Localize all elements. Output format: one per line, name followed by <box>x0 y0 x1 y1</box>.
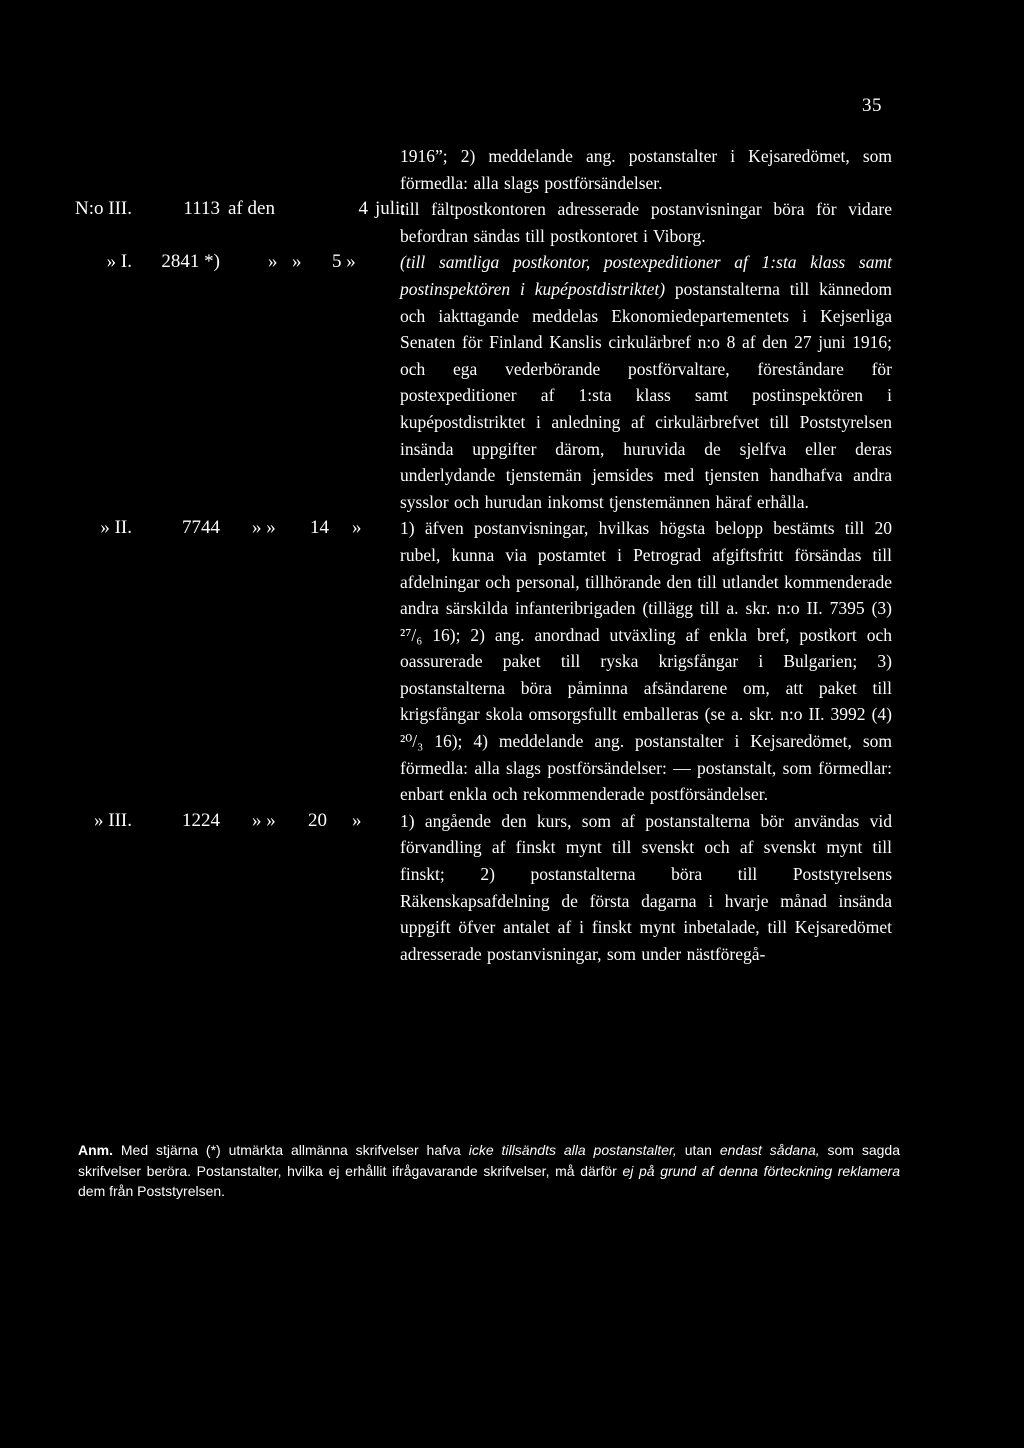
date-day: 14 <box>310 517 329 539</box>
date-label: » <box>268 251 278 273</box>
circular-list <box>0 143 1024 967</box>
footnote-emphasis: endast sådana, <box>719 1142 820 1158</box>
entry-text <box>400 196 892 249</box>
footnote-emphasis: icke tillsändts alla postanstalter, <box>468 1142 677 1158</box>
entry-text-plain: postanstalterna till kännedom och iakttagande meddelas Ekonomiedepartementets i Kejserliga Senaten för Finland Kanslis cirkulärbref n:o 8 af den 27 juni 1916; och ega vederbörande postförvaltare, föreståndare för postexpeditioner af 1:sta klass samt postinspektören i kupépostdistriktet i anledning af cirkulärbrefvet till Poststyrelsen insända uppgifter därom, huruvida de sjelfva eller deras underlydande tjenstemän jemsides med tjensten handhafva andra sysslor och hurudan inkomst tjenstemännen häraf erhålla. <box>400 278 892 512</box>
footnote <box>78 1140 900 1202</box>
entry-text <box>400 143 892 196</box>
date-month: » <box>352 517 362 539</box>
date-day: 4 <box>358 198 368 220</box>
entry-text-plain: 1916”; 2) meddelande ang. postanstalter i Kejsaredömet, som förmedla: alla slags postförsändelser. <box>400 146 892 193</box>
circular-entry <box>0 515 1024 808</box>
date-label: » » <box>252 809 276 831</box>
entry-text-italic: (till samtliga postkontor, postexpeditioner af 1:sta klass samt postinspektören i kupépostdistriktet) <box>400 252 892 299</box>
entry-text-plain: 1) äfven postanvisningar, hvilkas högsta belopp bestämts till 20 rubel, kunna via postamtet i Petrograd afgiftsfritt försändas till afdelningar och personal, tillhörande den till utlandet kommenderade andra särskilda infanteribrigaden (tillägg till a. skr. n:o II. 7395 (3) ²⁷/₆ 16); 2) ang. anordnad utväxling af enkla bref, postkort och oassurerade paket till ryska krigsfångar i Bulgarien; 3) postanstalterna böra påminna afsändarene om, att paket till krigsfångar skola omsorgsfullt emballeras (se a. skr. n:o II. 3992 (4) ²⁰/₃ 16); 4) meddelande ang. postanstalter i Kejsaredömet, som förmedla: alla slags postförsändelser: — postanstalt, som förmedlar: enbart enkla och rekommenderade postförsändelser. <box>400 518 892 805</box>
section-number: » III. <box>94 809 132 831</box>
date-month: » <box>352 809 362 831</box>
register-number: 1224 <box>182 809 220 831</box>
circular-entry <box>0 196 1024 249</box>
section-number: » II. <box>100 517 132 539</box>
footnote-emphasis: ej på grund af denna förteckning reklamera <box>622 1162 900 1179</box>
page-number: 35 <box>862 95 882 116</box>
section-number: » I. <box>106 251 132 273</box>
date-month: juli: <box>375 198 406 220</box>
circular-entry-continuation <box>0 143 1024 196</box>
date-day: » <box>292 251 302 273</box>
entry-text <box>400 249 892 515</box>
footnote-text: Med stjärna (*) utmärkta allmänna skrifvelser hafva <box>113 1142 469 1158</box>
register-number: 7744 <box>182 517 220 539</box>
date-label: af den <box>228 198 275 220</box>
entry-text-plain: 1) angående den kurs, som af postanstalterna bör användas vid förvandling af finskt mynt till svenskt och af svenskt mynt till finskt; 2) postanstalterna böra till Poststyrelsens Räkenskapsafdelning de första dagarna i hvarje månad insända uppgift öfver antalet af i finskt mynt inbetalade, till Kejsaredömet adresserade postanvisningar, som under nästföregå- <box>400 810 892 964</box>
date-month: 5 » <box>332 251 356 273</box>
circular-entry <box>0 249 1024 515</box>
date-label: » » <box>252 517 276 539</box>
section-number: N:o III. <box>75 198 132 220</box>
register-number: 2841 *) <box>161 251 220 273</box>
register-number: 1113 <box>183 198 220 220</box>
footnote-label: Anm. <box>78 1142 113 1158</box>
entry-text-plain: till fältpostkontoren adresserade postanvisningar böra för vidare befordran sändas till postkontoret i Viborg. <box>400 199 892 246</box>
circular-entry <box>0 808 1024 968</box>
footnote-text: som sagda skrifvelser beröra. Postanstalter, hvilka ej erhållit ifrågavarande skrifvelser, må därför <box>78 1142 901 1179</box>
footnote-text: dem från Poststyrelsen. <box>78 1183 226 1199</box>
date-day: 20 <box>308 809 327 831</box>
footnote-text: utan <box>676 1142 720 1158</box>
entry-text <box>400 515 892 808</box>
entry-text <box>400 808 892 968</box>
